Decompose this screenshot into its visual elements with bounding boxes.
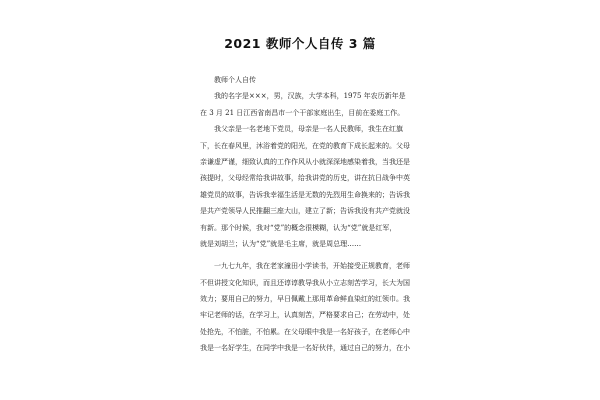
text-line: 效力；要用自己的努力，早日佩戴上那用革命鲜血染红的红领巾。我 — [200, 295, 410, 304]
text-line: 牢记老师的话，在学习上，认真刻苦，严格要求自己；在劳动中，处 — [200, 311, 410, 320]
text-line: 亲谦虚严谨，细致认真的工作作风从小就深深地感染着我，当我还是 — [200, 157, 410, 166]
document-body — [200, 72, 410, 357]
text-line: 不但讲授文化知识，而且还谆谆教导我从小立志刻苦学习，长大为国 — [200, 278, 410, 287]
text-line: 处抢先，不怕脏，不怕累。在父母眼中我是一名好孩子，在老师心中 — [200, 327, 410, 336]
paragraph-2 — [200, 121, 410, 252]
text-line: 我父亲是一名老地下党员，母亲是一名人民教师，我生在红旗 — [214, 125, 403, 134]
text-line: 下，长在春风里，沐浴着党的阳光，在党的教育下成长起来的。父母 — [200, 141, 410, 150]
text-line: 我的名字是×××，男，汉族，大学本科，1975 年农历新年是 — [214, 92, 406, 101]
text-line: 雄党员的故事，告诉我幸福生活是无数的先烈用生命换来的；告诉我 — [200, 190, 410, 199]
section-heading: 教师个人自传 — [214, 76, 256, 84]
text-line: 就是刘胡兰；认为“党”就是毛主席，就是周总理…… — [200, 239, 362, 248]
paragraph-3 — [200, 258, 410, 356]
text-line: 一九七九年，我在老家潼田小学读书，开始接受正规教育，老师 — [214, 262, 410, 271]
text-line: 是共产党领导人民推翻三座大山，建立了新；告诉我没有共产党就没 — [200, 207, 410, 216]
text-line: 孩提时，父母经常给我讲故事，给我讲党的历史，讲在抗日战争中英 — [200, 174, 410, 183]
text-line: 有新。那个时候，我对“党”的概念很模糊，认为“党”就是红军， — [200, 223, 397, 232]
text-line: 我是一名好学生，在同学中我是一名好伙伴，通过自己的努力，在小 — [200, 344, 410, 353]
paragraph-1 — [200, 88, 406, 121]
text-line: 在 3 月 21 日江西省南昌市一个干部家庭出生，目前在委庭工作。 — [200, 108, 405, 117]
document-title: 2021 教师个人自传 3 篇 — [224, 36, 376, 51]
